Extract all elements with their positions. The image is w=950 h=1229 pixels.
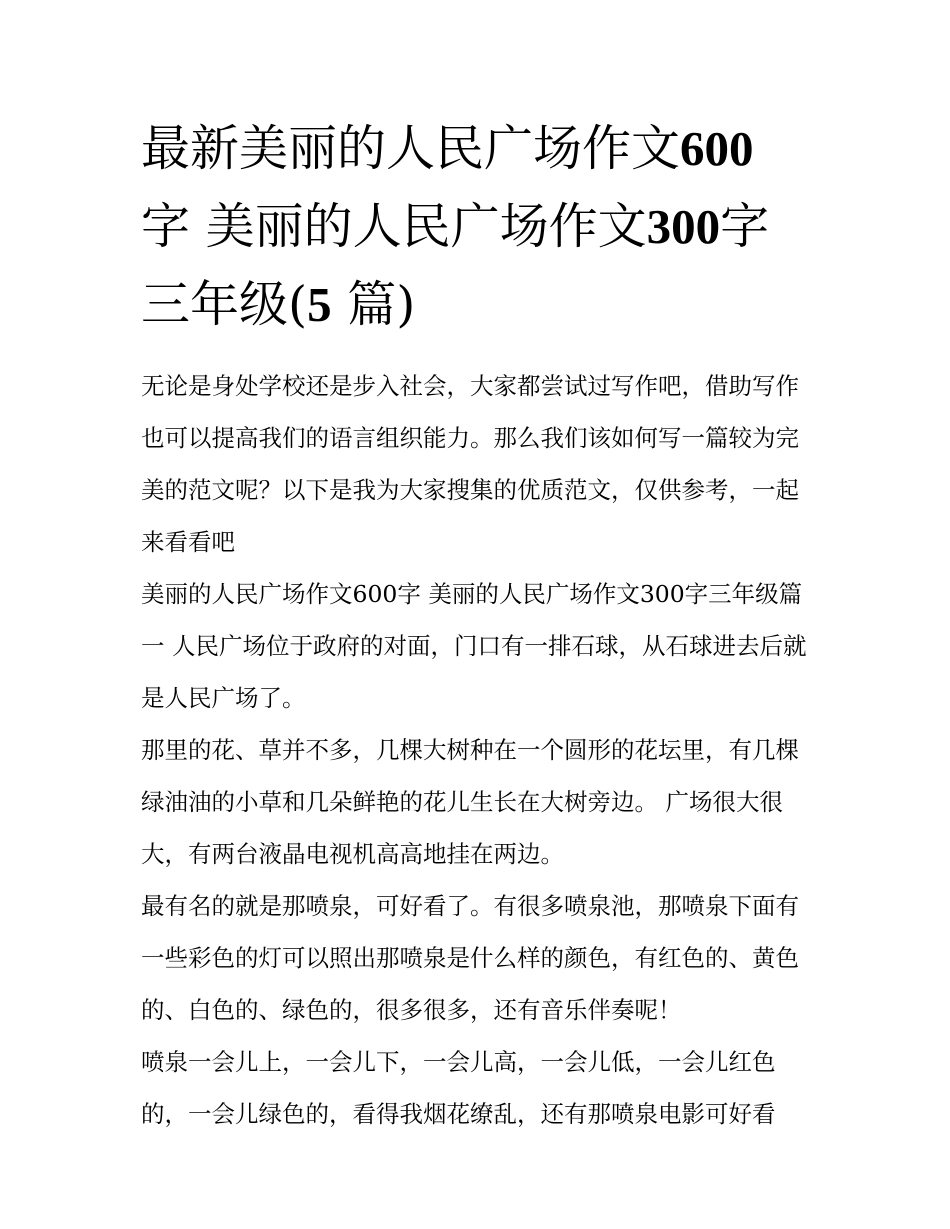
title-number-600: 600 — [680, 121, 754, 176]
document-title — [141, 110, 813, 344]
paragraph-flowers: 那里的花、草并不多，几棵大树种在一个圆形的花坛里，有几棵绿油油的小草和几朵鲜艳的花儿生长在大树旁边。 广场很大很大，有两台液晶电视机高高地挂在两边。 — [141, 736, 799, 868]
title-text-2: 字 美丽的人民广场作文 — [141, 198, 647, 255]
document-body — [141, 360, 813, 1140]
paragraph-fountain-show: 喷泉一会儿上，一会儿下，一会儿高，一会儿低，一会儿红色的，一会儿绿色的，看得我烟花缭乱，还有那喷泉电影可好看 — [141, 1048, 776, 1128]
title-text-4: 篇) — [331, 276, 416, 333]
title-number-5: 5 — [307, 277, 332, 332]
paragraph-intro: 无论是身处学校还是步入社会，大家都尝试过写作吧，借助写作也可以提高我们的语言组织能力。那么我们该如何写一篇较为完美的范文呢？以下是我为大家搜集的优质范文，仅供参考，一起来看看吧 — [141, 372, 799, 556]
paragraph-fountain: 最有名的就是那喷泉，可好看了。有很多喷泉池，那喷泉下面有一些彩色的灯可以照出那喷泉是什么样的颜色，有红色的、黄色的、白色的、绿色的，很多很多，还有音乐伴奏呢！ — [141, 892, 799, 1024]
title-number-300: 300 — [646, 199, 721, 254]
paragraph-essay-heading: 美丽的人民广场作文600字 美丽的人民广场作文300字三年级篇一 人民广场位于政府的对面，门口有一排石球，从石球进去后就是人民广场了。 — [141, 580, 807, 712]
title-text-1: 最新美丽的人民广场作文 — [141, 120, 681, 177]
document-page — [141, 110, 813, 1140]
title-text-3: 字三年级( — [141, 198, 770, 333]
